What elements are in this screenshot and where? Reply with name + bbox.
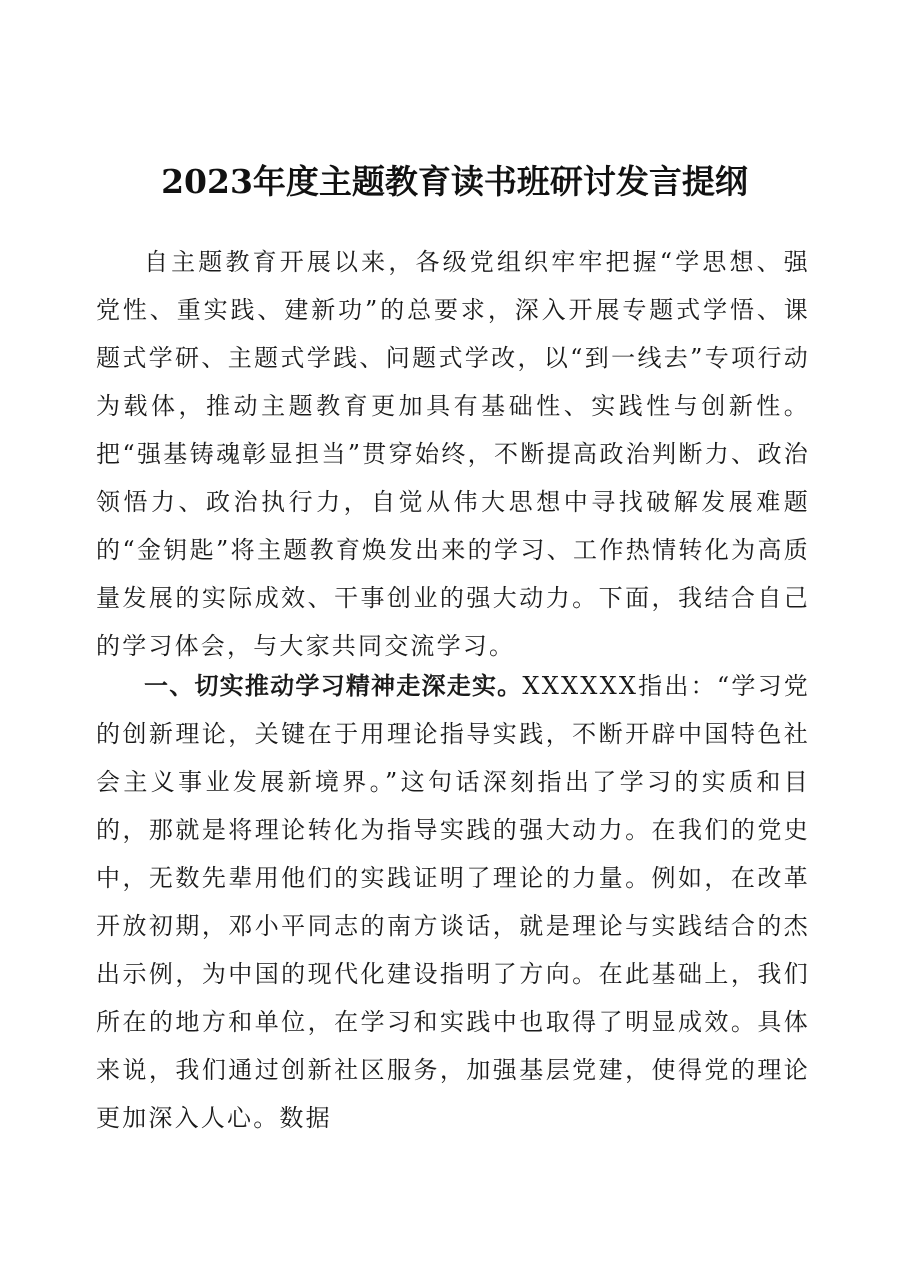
- intro-paragraph: [96, 238, 810, 670]
- section-one-paragraph: [96, 662, 810, 1142]
- section-one-heading: 一、切实推动学习精神走深走实。: [144, 672, 523, 700]
- section-one-text: XXXXXX指出：“学习党的创新理论，关键在于用理论指导实践，不断开辟中国特色社会主义事业发展新境界。”这句话深刻指出了学习的实质和目的，那就是将理论转化为指导实践的强大动力。在我们的党史中，无数先辈用他们的实践证明了理论的力量。例如，在改革开放初期，邓小平同志的南方谈话，就是理论与实践结合的杰出示例，为中国的现代化建设指明了方向。在此基础上，我们所在的地方和单位，在学习和实践中也取得了明显成效。具体来说，我们通过创新社区服务，加强基层党建，使得党的理论更加深入人心。数据: [96, 672, 811, 1132]
- intro-paragraph-text: 自主题教育开展以来，各级党组织牢牢把握“学思想、强党性、重实践、建新功”的总要求，深入开展专题式学悟、课题式学研、主题式学践、问题式学改，以“到一线去”专项行动为载体，推动主题教育更加具有基础性、实践性与创新性。把“强基铸魂彰显担当”贯穿始终，不断提高政治判断力、政治领悟力、政治执行力，自觉从伟大思想中寻找破解发展难题的“金钥匙”将主题教育焕发出来的学习、工作热情转化为高质量发展的实际成效、干事创业的强大动力。下面，我结合自己的学习体会，与大家共同交流学习。: [96, 248, 810, 660]
- document-title: 2023年度主题教育读书班研讨发言提纲: [161, 162, 748, 201]
